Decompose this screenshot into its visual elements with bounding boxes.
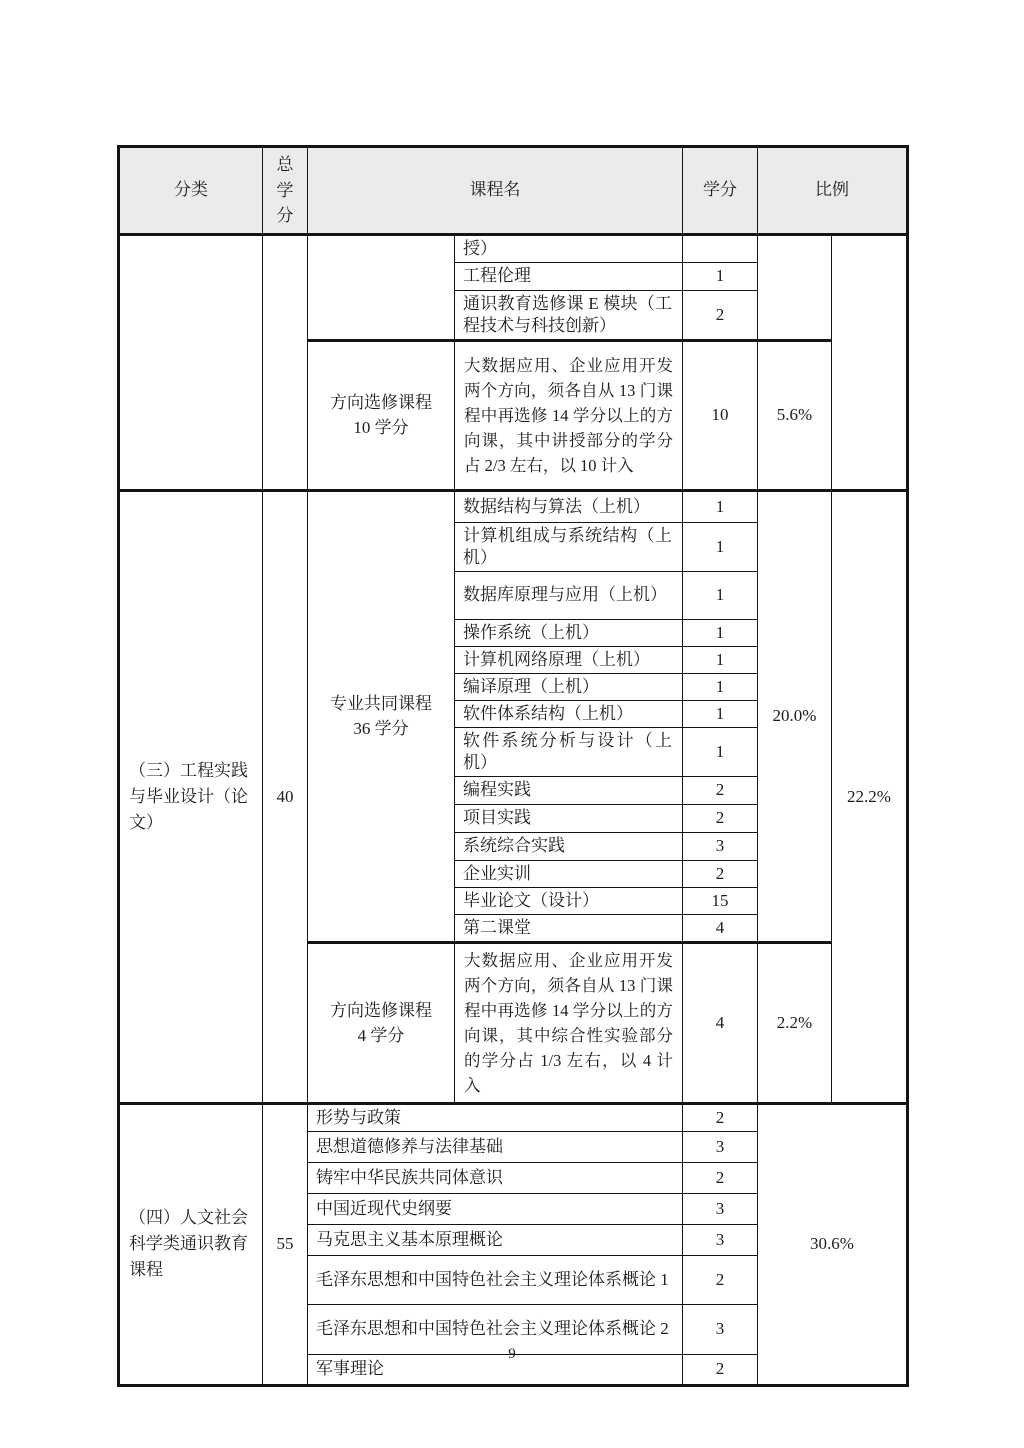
curriculum-table xyxy=(117,145,909,1387)
course-cell: 毛泽东思想和中国特色社会主义理论体系概论 1 xyxy=(308,1255,683,1304)
course-cell: 软件体系结构（上机） xyxy=(455,700,683,727)
total-credits-cell: 40 xyxy=(263,490,308,1103)
subcategory-line: 方向选修课程 xyxy=(330,1000,432,1020)
category-cell: （四）人文社会科学类通识教育课程 xyxy=(119,1103,263,1385)
course-cell: 军事理论 xyxy=(308,1354,683,1385)
credits-cell: 2 xyxy=(683,1162,758,1193)
header-cell-course-name: 课程名 xyxy=(308,147,683,235)
course-cell: 企业实训 xyxy=(455,860,683,887)
table-row xyxy=(119,1103,908,1131)
credits-cell: 3 xyxy=(683,1131,758,1162)
credits-cell: 1 xyxy=(683,262,758,290)
subcategory-line: 4 学分 xyxy=(357,1025,405,1045)
course-cell: 编程实践 xyxy=(455,776,683,804)
course-cell: 通识教育选修课 E 模块（工程技术与科技创新） xyxy=(455,290,683,340)
course-cell: 第二课堂 xyxy=(455,914,683,942)
credits-cell: 2 xyxy=(683,1354,758,1385)
credits-cell: 3 xyxy=(683,1193,758,1224)
section-ratio-cell: 22.2% xyxy=(832,490,908,1103)
course-cell: 马克思主义基本原理概论 xyxy=(308,1224,683,1255)
header-cell-credits: 学分 xyxy=(683,147,758,235)
table-row xyxy=(119,234,908,262)
total-credits-vertical-label: 总学分 xyxy=(276,155,294,225)
table-row xyxy=(119,490,908,522)
page-number: 9 xyxy=(508,1346,516,1362)
subcategory-cell-empty xyxy=(308,234,455,340)
credits-cell: 1 xyxy=(683,727,758,776)
header-cell-total-credits xyxy=(263,147,308,235)
subcategory-cell xyxy=(308,340,455,490)
course-cell: 铸牢中华民族共同体意识 xyxy=(308,1162,683,1193)
ratio-cell: 2.2% xyxy=(758,942,832,1103)
total-credits-cell-empty xyxy=(263,234,308,490)
subcategory-line: 方向选修课程 xyxy=(330,393,432,412)
ratio-cell: 30.6% xyxy=(758,1103,908,1385)
credits-cell: 1 xyxy=(683,700,758,727)
credits-cell: 1 xyxy=(683,490,758,522)
credits-cell xyxy=(683,234,758,262)
course-cell: 计算机组成与系统结构（上机） xyxy=(455,522,683,571)
course-cell: 数据结构与算法（上机） xyxy=(455,490,683,522)
table-header-row xyxy=(119,147,908,235)
subcategory-line: 36 学分 xyxy=(353,719,409,738)
credits-cell: 10 xyxy=(683,340,758,490)
credits-cell: 3 xyxy=(683,1224,758,1255)
section-ratio-cell-empty xyxy=(832,234,908,490)
credits-cell: 2 xyxy=(683,776,758,804)
course-cell: 毕业论文（设计） xyxy=(455,887,683,914)
total-credits-cell: 55 xyxy=(263,1103,308,1385)
course-description-cell: 大数据应用、企业应用开发两个方向，须各自从 13 门课程中再选修 14 学分以上的方向课，其中讲授部分的学分占 2/3 左右，以 10 计入 xyxy=(455,340,683,490)
header-cell-ratio: 比例 xyxy=(758,147,908,235)
credits-cell: 1 xyxy=(683,619,758,646)
credits-cell: 3 xyxy=(683,1304,758,1354)
course-cell: 毛泽东思想和中国特色社会主义理论体系概论 2 xyxy=(308,1304,683,1354)
credits-cell: 1 xyxy=(683,646,758,673)
credits-cell: 1 xyxy=(683,571,758,619)
category-cell: （三）工程实践与毕业设计（论文） xyxy=(119,490,263,1103)
course-cell: 形势与政策 xyxy=(308,1103,683,1131)
subcategory-cell xyxy=(308,942,455,1103)
course-description-cell: 大数据应用、企业应用开发两个方向，须各自从 13 门课程中再选修 14 学分以上的方向课，其中综合性实验部分的学分占 1/3 左右，以 4 计入 xyxy=(455,942,683,1103)
credits-cell: 4 xyxy=(683,942,758,1103)
credits-cell: 3 xyxy=(683,832,758,860)
credits-cell: 2 xyxy=(683,860,758,887)
subcategory-cell xyxy=(308,490,455,942)
course-cell: 操作系统（上机） xyxy=(455,619,683,646)
ratio-cell: 5.6% xyxy=(758,340,832,490)
credits-cell: 2 xyxy=(683,1103,758,1131)
course-cell: 授） xyxy=(455,234,683,262)
category-cell-empty xyxy=(119,234,263,490)
credits-cell: 1 xyxy=(683,673,758,700)
course-cell: 软件系统分析与设计（上机） xyxy=(455,727,683,776)
ratio-cell: 20.0% xyxy=(758,490,832,942)
course-cell: 计算机网络原理（上机） xyxy=(455,646,683,673)
subcategory-line: 专业共同课程 xyxy=(330,694,432,713)
course-cell: 工程伦理 xyxy=(455,262,683,290)
header-cell-category: 分类 xyxy=(119,147,263,235)
credits-cell: 15 xyxy=(683,887,758,914)
subcategory-line: 10 学分 xyxy=(353,418,409,437)
credits-cell: 2 xyxy=(683,1255,758,1304)
credits-cell: 2 xyxy=(683,804,758,832)
course-cell: 思想道德修养与法律基础 xyxy=(308,1131,683,1162)
credits-cell: 4 xyxy=(683,914,758,942)
credits-cell: 2 xyxy=(683,290,758,340)
course-cell: 项目实践 xyxy=(455,804,683,832)
course-cell: 系统综合实践 xyxy=(455,832,683,860)
credits-cell: 1 xyxy=(683,522,758,571)
course-cell: 编译原理（上机） xyxy=(455,673,683,700)
ratio-cell-empty xyxy=(758,234,832,340)
course-cell: 数据库原理与应用（上机） xyxy=(455,571,683,619)
course-cell: 中国近现代史纲要 xyxy=(308,1193,683,1224)
